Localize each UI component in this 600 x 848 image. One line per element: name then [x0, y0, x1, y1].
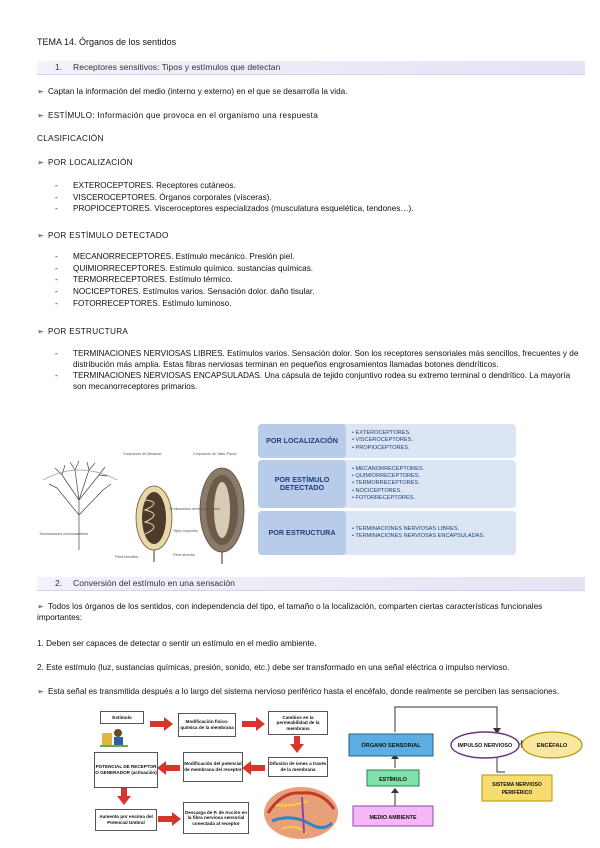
- flow-box-cambios: Cambios en la permeabilidad de la membrana: [268, 711, 328, 735]
- label-meissner: Corpúsculo de Meissner: [123, 452, 162, 456]
- table-row-localizacion: [258, 424, 516, 458]
- flow2-label-medio: MEDIO AMBIENTE: [369, 815, 417, 821]
- paragraph-text: ESTÍMULO: Información que provoca en el organismo una respuesta: [48, 111, 319, 120]
- list-estructura: [55, 349, 585, 393]
- table-item: • VISCEROCEPTORES.: [352, 437, 413, 444]
- label-terminaciones-libres: Terminaciones nerviosas libres: [39, 532, 89, 536]
- arrow-bullet-icon: ➢: [37, 327, 44, 336]
- flow2-label-sistema-2: PERIFÉRICO: [501, 790, 533, 796]
- heading-text: POR ESTÍMULO DETECTADO: [48, 231, 169, 240]
- flow-box-estimulo: Estímulo: [100, 711, 144, 724]
- paragraph-text: Esta señal es transmitida después a lo largo del sistema nervioso periférico hasta el encéfalo, donde realmente se perciben las sensaciones.: [48, 687, 560, 696]
- arrow-bullet-icon: ➢: [37, 87, 44, 96]
- table-row-estimulo: [258, 460, 516, 508]
- table-item: • TERMINACIONES NERVIOSAS ENCAPSULADAS.: [352, 533, 485, 539]
- meissner-corpuscle-drawing: [136, 486, 172, 562]
- flow2-label-organo: ÓRGANO SENSORIAL: [361, 743, 421, 749]
- table-row-label: POR LOCALIZACIÓN: [258, 424, 346, 458]
- section-number: 1.: [55, 62, 63, 72]
- heading-clasificacion: CLASIFICACIÓN: [37, 134, 104, 143]
- list-item: - TERMINACIONES NERVIOSAS ENCAPSULADAS. Una cápsula de tejido conjuntivo rodea su extremo terminal o dendrítico. La mayoría son mecanorreceptores primarios.: [55, 371, 585, 392]
- table-item: • TERMINACIONES NERVIOSAS LIBRES.: [352, 525, 460, 532]
- flow-diagram-2: [345, 690, 585, 840]
- section-number: 2.: [55, 578, 63, 588]
- table-item: • MECANORRECEPTORES.: [352, 465, 425, 472]
- list-item: - PROPIOCEPTORES. Visceroceptores especializados (musculatura esquelética, tendones…).: [55, 204, 585, 215]
- table-item: • QUIMIORRECEPTORES.: [352, 473, 421, 480]
- section-title: Conversión del estímulo en una sensación: [73, 578, 235, 588]
- list-item: - NOCICEPTORES. Estímulos varios. Sensación dolor. daño tisular.: [55, 287, 585, 298]
- arrow-down-icon: [290, 736, 304, 753]
- paragraph-text: Captan la información del medio (interno y externo) en el que se desarrolla la vida.: [48, 87, 348, 96]
- table-row-items: [348, 511, 516, 555]
- heading-text: POR ESTRUCTURA: [48, 327, 129, 336]
- table-row-label: POR ESTÍMULO DETECTADO: [258, 460, 346, 508]
- document-title: TEMA 14. Órganos de los sentidos: [37, 37, 177, 47]
- list-item: - VISCEROCEPTORES. Órganos corporales (vísceras).: [55, 193, 585, 204]
- flow2-label-impulso: IMPULSO NERVIOSO: [457, 743, 513, 749]
- paragraph-deben: 1. Deben ser capaces de detectar o sentir un estímulo en el medio ambiente.: [37, 639, 317, 648]
- label-fibra-sensitiva: Fibra sensitiva: [115, 555, 139, 559]
- paragraph-todos: [37, 601, 582, 623]
- flow-box-modif-potencial: Modificación del potencial de membrana del receptor: [183, 752, 243, 782]
- list-localizacion: [55, 181, 585, 216]
- flow-box-potencial: POTENCIAL DE RECEPTOR O GENERADOR (activación): [94, 752, 158, 788]
- table-item: • EXTEROCEPTORES.: [352, 430, 411, 437]
- flow2-label-encefalo: ENCÉFALO: [536, 743, 568, 749]
- pacini-corpuscle-drawing: [200, 468, 244, 564]
- arrow-left-icon: [157, 761, 180, 775]
- table-row-estructura: [258, 511, 516, 555]
- arrowhead-icon: [391, 788, 399, 793]
- arrow-bullet-icon: ➢: [37, 602, 44, 611]
- arrow-right-icon: [150, 717, 173, 731]
- label-terminaciones-axon: Terminaciones nerviosas del axón: [169, 507, 221, 511]
- flow2-box-sistema: [482, 775, 552, 801]
- label-tejido-conjuntivo: Tejido conjuntivo: [173, 529, 199, 533]
- flow2-label-estimulo: ESTÍMULO: [379, 777, 407, 783]
- arrow-bullet-icon: ➢: [37, 111, 44, 120]
- list-estimulo: [55, 252, 585, 310]
- list-item: - FOTORRECEPTORES. Estímulo luminoso.: [55, 299, 585, 310]
- flow-box-difusion: Difusión de iones a través de la membrana: [268, 757, 328, 777]
- brain-illustration: [262, 783, 340, 843]
- free-nerve-endings-drawing: [43, 461, 117, 550]
- list-item: - TERMORRECEPTORES. Estímulo térmico.: [55, 275, 585, 286]
- table-item: • NOCICEPTORES.: [352, 487, 402, 494]
- heading-estimulo: [37, 230, 582, 241]
- flow2-label-sistema: SISTEMA NERVIOSO: [492, 782, 542, 788]
- paragraph-text: Todos los órganos de los sentidos, con independencia del tipo, el tamaño o la localización, comparten ciertas características funcionales importantes:: [37, 602, 543, 622]
- paragraph-captan: [37, 86, 582, 97]
- arrow-bullet-icon: ➢: [37, 231, 44, 240]
- heading-text: POR LOCALIZACIÓN: [48, 158, 133, 167]
- arrow-right-icon: [242, 717, 265, 731]
- list-item: - MECANORRECEPTORES. Estímulo mecánico. Presión piel.: [55, 252, 585, 263]
- table-item: • FOTORRECEPTORES.: [352, 494, 415, 501]
- table-row-items: [348, 424, 516, 458]
- flow-box-aumento: Aumento por encima del Potencial Umbral: [95, 809, 157, 831]
- flow-box-descarga: Descarga de P. de Acción en la fibra nerviosa sensorial conectada al receptor: [183, 802, 249, 834]
- label-fibra-nerviosa: Fibra nerviosa: [173, 553, 195, 557]
- heading-localizacion: [37, 157, 582, 168]
- table-row-label: POR ESTRUCTURA: [258, 511, 346, 555]
- section-header-2: [37, 577, 585, 591]
- paragraph-estimulo: [37, 110, 582, 121]
- heading-estructura: [37, 326, 582, 337]
- list-item: - EXTEROCEPTORES. Receptores cutáneos.: [55, 181, 585, 192]
- arrow-left-icon: [242, 761, 265, 775]
- section-title: Receptores sensitivos: Tipos y estímulos que detectan: [73, 62, 281, 72]
- table-row-items: [348, 460, 516, 508]
- arrow-down-icon: [117, 788, 131, 805]
- list-item: - TERMINACIONES NERVIOSAS LIBRES. Estímulos varios. Sensación dolor. Son los receptores sensoriales más sencillos, frecuentes y de distribución más amplia. Estas fibras nerviosas terminan en pequeños engrosamientos llamadas botones dendríticos.: [55, 349, 585, 370]
- table-item: • TERMORRECEPTORES.: [352, 480, 420, 487]
- table-item: • PROPIOCEPTORES.: [352, 444, 410, 451]
- arrow-bullet-icon: ➢: [37, 158, 44, 167]
- section-header-1: [37, 61, 585, 75]
- paragraph-estimulo-transformado: 2. Este estímulo (luz, sustancias químicas, presión, sonido, etc.) debe ser transformado en una señal eléctrica o impulso nervioso.: [37, 663, 510, 672]
- flow-box-modificacion: Modificación físico-química de la membrana: [178, 713, 236, 737]
- arrow-bullet-icon: ➢: [37, 687, 44, 696]
- label-vater-pacini: Corpúsculo de Vater-Pacini: [193, 452, 237, 456]
- receptor-illustration: [37, 440, 252, 565]
- arrow-right-icon: [158, 812, 181, 826]
- list-item: - QUIMIORRECEPTORES. Estímulo químico. sustancias químicas.: [55, 264, 585, 275]
